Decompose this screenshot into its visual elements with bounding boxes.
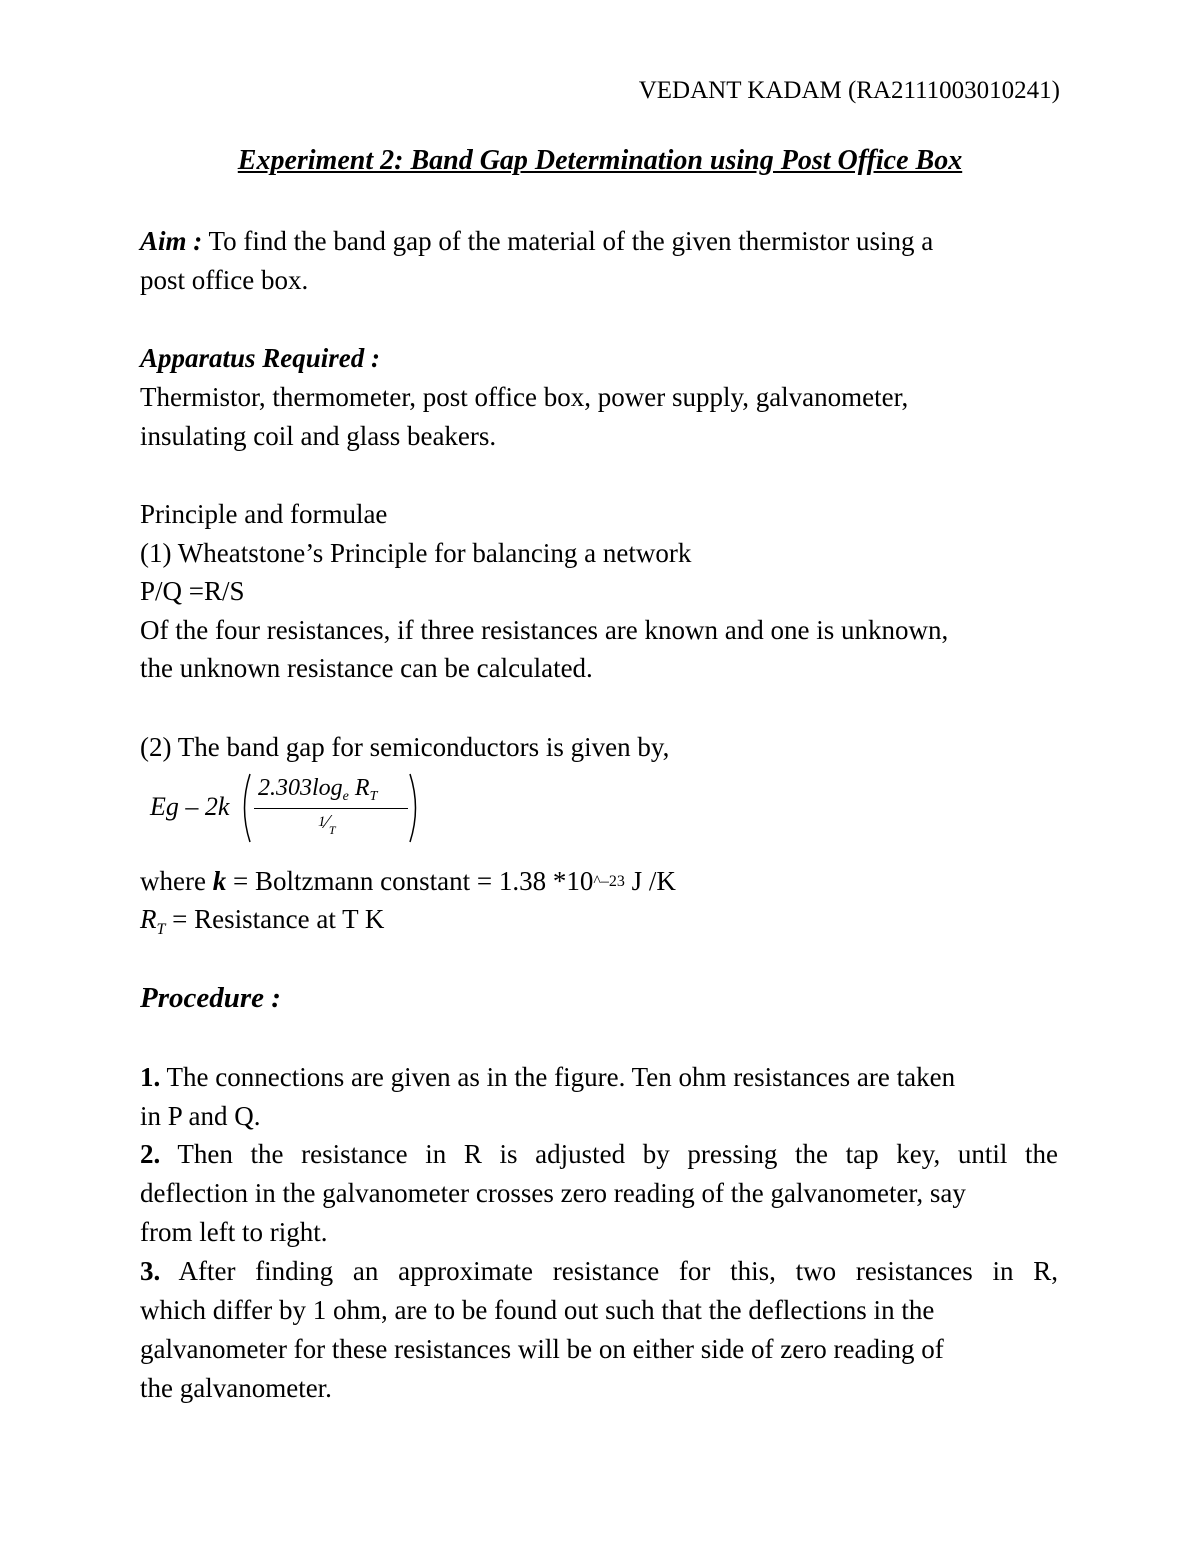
step-2-text-1: Then the resistance in R is adjusted by pressing the tap key, until the [177,1139,1058,1169]
aim-label: Aim : [140,226,203,256]
where-prefix: where [140,866,206,896]
step-2-line-3: from left to right. [140,1217,328,1247]
apparatus-line-2: insulating coil and glass beakers. [140,421,497,451]
principle-item-2: (2) The band gap for semiconductors is given by, [140,732,670,762]
where-text: = Boltzmann constant = 1.38 *10 [232,866,594,896]
step-3-line-2: which differ by 1 ohm, are to be found out such that the deflections in the [140,1295,935,1325]
formula-fraction-bar [254,808,408,809]
step-3-line-4: the galvanometer. [140,1373,332,1403]
where-unit: J /K [631,866,676,896]
rt-subscript: T [156,921,166,938]
apparatus-line-1: Thermistor, thermometer, post office box, power supply, galvanometer, [140,382,909,412]
wheatstone-equation: P/Q =R/S [140,576,245,606]
step-3-text-1: After finding an approximate resistance for this, two resistances in R, [178,1256,1058,1286]
author-header: VEDANT KADAM (RA2111003010241) [638,77,1060,104]
where-k: k [212,866,227,896]
where-line [140,868,676,895]
step-3-line-1 [140,1258,1058,1285]
formula-right-paren [408,772,422,844]
page-title: Experiment 2: Band Gap Determination using Post Office Box [237,145,963,176]
step-1-text-1: The connections are given as in the figure. Ten ohm resistances are taken [166,1062,956,1092]
aim-line-1 [140,228,933,255]
principle-heading: Principle and formulae [140,499,388,529]
aim-text-2: post office box. [140,265,309,295]
formula-denominator: $1⁄_T$ [318,811,336,837]
formula-left-paren [238,772,252,844]
step-3-line-3: galvanometer for these resistances will be on either side of zero reading of [140,1334,944,1364]
principle-item-1: (1) Wheatstone’s Principle for balancing a network [140,538,692,568]
procedure-heading: Procedure : [140,982,281,1014]
principle-line-1: Of the four resistances, if three resistances are known and one is unknown, [140,615,949,645]
step-2-number: 2. [140,1139,161,1169]
rt-line [140,904,385,938]
formula-numerator: $2.303\log_e$ $R_T$ [258,775,378,804]
rt-symbol: R [140,904,157,934]
apparatus-label: Apparatus Required : [140,343,381,373]
aim-text-1: To find the band gap of the material of the given thermistor using a [208,226,934,256]
formula-lhs: Eg – 2k [150,792,230,821]
band-gap-formula [150,772,430,844]
where-exponent: ^–23 [593,873,625,890]
step-3-number: 3. [140,1256,161,1286]
rt-text: = Resistance at T K [172,904,385,934]
step-1-number: 1. [140,1062,161,1092]
principle-line-2: the unknown resistance can be calculated. [140,653,593,683]
step-2-line-2: deflection in the galvanometer crosses zero reading of the galvanometer, say [140,1178,966,1208]
step-1-line-2: in P and Q. [140,1101,261,1131]
step-2-line-1 [140,1141,1058,1168]
step-1-line-1 [140,1064,955,1091]
